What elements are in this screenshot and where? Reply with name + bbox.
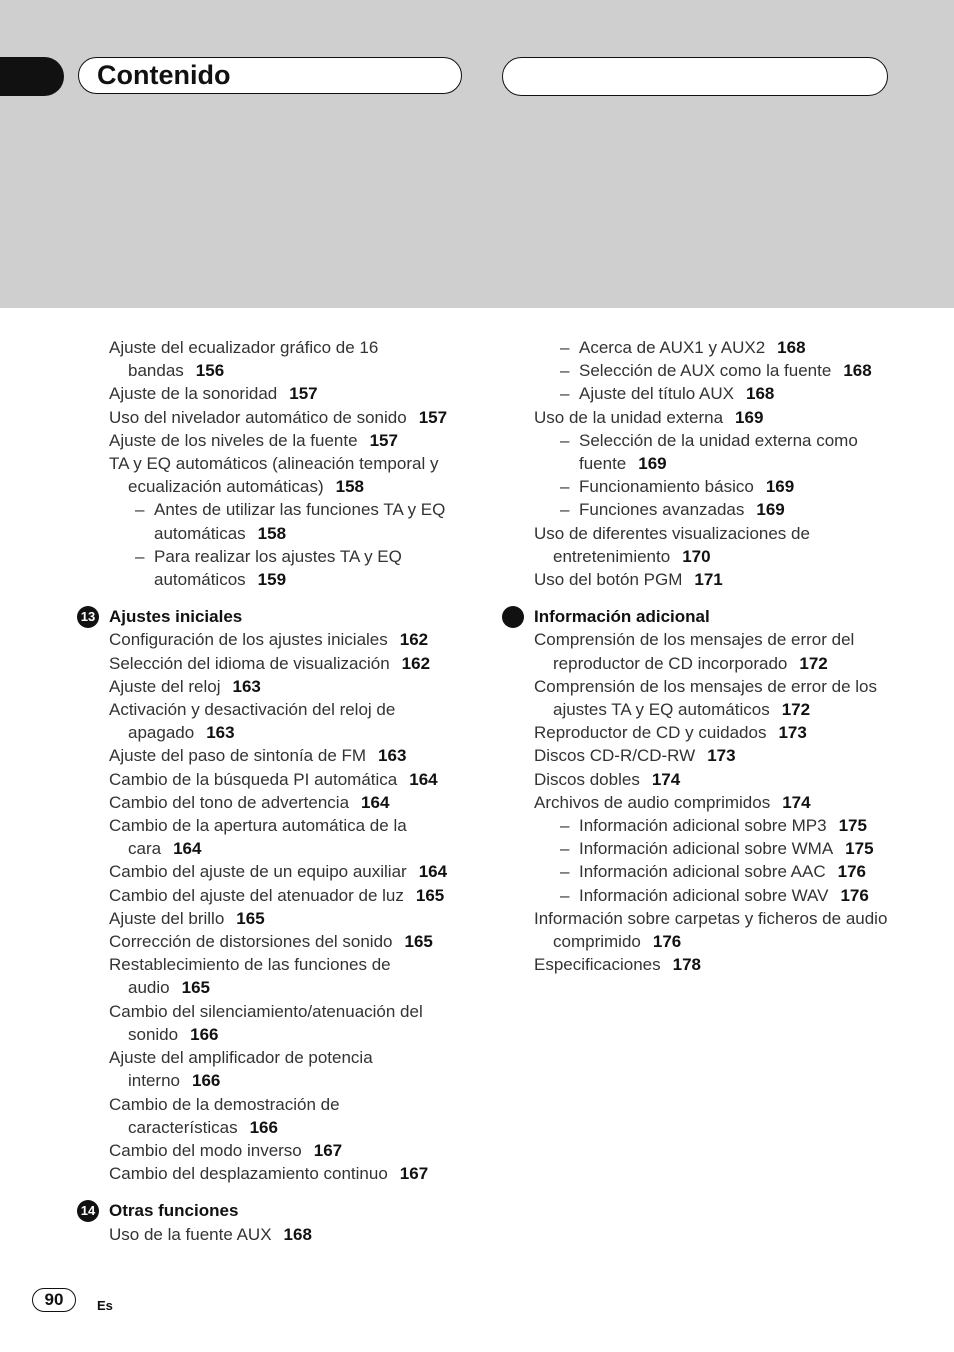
toc-entry[interactable] (534, 382, 904, 405)
toc-entry[interactable] (534, 721, 904, 744)
toc-entry[interactable] (534, 884, 904, 907)
toc-entry-page: 167 (399, 1164, 429, 1184)
section-title: Información adicional (534, 607, 710, 627)
chapter-number-badge: 13 (77, 606, 99, 628)
dash-bullet: – (560, 500, 570, 520)
toc-entry-text: Ajuste del reloj (109, 676, 221, 696)
toc-entry-text: Ajuste del brillo (109, 908, 225, 928)
toc-entry-page: 168 (777, 338, 806, 357)
toc-entry-page: 165 (415, 885, 445, 905)
dash-bullet: – (560, 477, 570, 497)
toc-entry-text: Información adicional sobre AAC (579, 862, 826, 882)
toc-entry[interactable] (109, 336, 469, 382)
toc-entry-page: 158 (257, 523, 287, 543)
dash-bullet: – (135, 546, 145, 566)
toc-entry[interactable] (109, 498, 469, 544)
toc-entry-page: 170 (682, 546, 711, 566)
toc-section-heading (80, 1199, 469, 1222)
toc-entry[interactable] (109, 907, 469, 930)
toc-entry-page: 174 (651, 769, 681, 789)
toc-entry-page: 168 (283, 1224, 312, 1244)
toc-section-heading (80, 605, 469, 628)
toc-entry-page: 165 (236, 908, 265, 928)
toc-entry[interactable] (109, 452, 469, 498)
toc-entry[interactable] (109, 1046, 469, 1092)
toc-entry[interactable] (109, 1000, 469, 1046)
toc-entry-text: Reproductor de CD y cuidados (534, 723, 767, 743)
toc-entry-text: Cambio del ajuste de un equipo auxiliar (109, 862, 407, 882)
toc-entry-page: 166 (249, 1117, 278, 1137)
language-label: Es (97, 1298, 113, 1313)
toc-entry-text: Ajuste del título AUX (579, 384, 734, 404)
toc-entry-page: 165 (181, 978, 210, 998)
toc-entry-text: Uso de diferentes visualizaciones de entretenimiento (534, 523, 810, 566)
toc-entry[interactable] (109, 791, 469, 814)
toc-entry[interactable] (534, 475, 904, 498)
toc-entry[interactable] (534, 406, 904, 429)
toc-entry-page: 175 (838, 816, 867, 836)
section-title: Ajustes iniciales (109, 607, 243, 627)
toc-entry-page: 157 (369, 430, 398, 450)
dash-bullet: – (560, 816, 570, 836)
toc-entry-text: Archivos de audio comprimidos (534, 792, 771, 812)
dash-bullet: – (560, 862, 570, 882)
toc-entry[interactable] (109, 744, 469, 767)
toc-entry[interactable] (109, 698, 469, 744)
toc-entry-text: Acerca de AUX1 y AUX2 (579, 338, 766, 357)
toc-entry[interactable] (109, 930, 469, 953)
toc-entry-page: 163 (378, 746, 407, 766)
toc-entry-text: Restablecimiento de las funciones de audio (109, 955, 391, 998)
toc-entry-page: 173 (778, 723, 807, 743)
header-band (0, 0, 954, 308)
toc-entry-text: Discos CD-R/CD-RW (534, 746, 696, 766)
toc-entry-text: Cambio del ajuste del atenuador de luz (109, 885, 404, 905)
toc-entry-text: Para realizar los ajustes TA y EQ automáticos (154, 546, 402, 590)
toc-entry[interactable] (109, 884, 469, 907)
toc-entry-text: Cambio de la apertura automática de la cara (109, 816, 407, 859)
toc-entry[interactable] (109, 768, 469, 791)
toc-entry-text: Ajuste de los niveles de la fuente (109, 430, 358, 450)
toc-entry-text: Comprensión de los mensajes de error de los ajustes TA y EQ automáticos (534, 676, 878, 720)
toc-entry-text: Información adicional sobre MP3 (579, 816, 827, 836)
toc-entry[interactable] (109, 1093, 469, 1139)
toc-entry-text: Ajuste del ecualizador gráfico de 16 bandas (109, 338, 379, 381)
toc-entry-text: Uso del botón PGM (534, 570, 683, 590)
toc-entry-text: Uso de la fuente AUX (109, 1224, 272, 1244)
toc-entry-page: 174 (782, 792, 811, 812)
toc-entry[interactable] (109, 953, 469, 999)
toc-entry-text: Cambio del tono de advertencia (109, 792, 350, 812)
toc-entry-page: 156 (195, 361, 225, 381)
dash-bullet: – (560, 361, 570, 381)
toc-entry-text: TA y EQ automáticos (alineación temporal y ecualización automáticas) (109, 454, 439, 497)
toc-entry[interactable] (109, 860, 469, 883)
toc-entry-page: 164 (173, 839, 202, 859)
toc-entry-text: Funciones avanzadas (579, 500, 745, 520)
toc-entry-page: 163 (206, 723, 235, 743)
toc-entry[interactable] (534, 814, 904, 837)
toc-entry[interactable] (109, 1162, 469, 1185)
toc-entry[interactable] (534, 628, 904, 674)
toc-entry-page: 157 (289, 384, 318, 404)
toc-entry[interactable] (109, 675, 469, 698)
toc-entry-text: Información sobre carpetas y ficheros de audio comprimido (534, 908, 888, 952)
toc-entry[interactable] (534, 522, 904, 568)
toc-entry-page: 176 (652, 932, 682, 952)
toc-entry[interactable] (534, 429, 904, 475)
chapter-tab (0, 57, 64, 96)
toc-entry[interactable] (109, 628, 469, 651)
toc-entry-text: Cambio del modo inverso (109, 1140, 302, 1160)
toc-entry-text: Funcionamiento básico (579, 477, 754, 497)
toc-entry-page: 172 (799, 653, 828, 673)
toc-entry-text: Activación y desactivación del reloj de apagado (109, 700, 396, 743)
toc-entry[interactable] (109, 545, 469, 591)
toc-entry-text: Ajuste de la sonoridad (109, 384, 278, 404)
toc-entry-page: 169 (756, 500, 785, 520)
toc-entry[interactable] (109, 814, 469, 860)
toc-entry[interactable] (109, 652, 469, 675)
page-number: 90 (32, 1288, 76, 1312)
toc-entry-text: Información adicional sobre WAV (579, 885, 829, 905)
toc-entry-page: 166 (190, 1024, 219, 1044)
toc-entry[interactable] (534, 744, 904, 767)
toc-entry-page: 173 (707, 746, 736, 766)
toc-entry-page: 166 (191, 1071, 221, 1091)
toc-entry-text: Antes de utilizar las funciones TA y EQ automáticas (154, 500, 446, 543)
toc-entry-page: 168 (843, 361, 872, 381)
toc-entry-page: 168 (745, 384, 775, 404)
toc-entry-text: Uso del nivelador automático de sonido (109, 407, 407, 427)
toc-entry[interactable] (534, 837, 904, 860)
toc-entry-page: 172 (781, 700, 811, 720)
toc-entry-page: 167 (313, 1140, 343, 1160)
toc-entry-text: Ajuste del amplificador de potencia interno (109, 1048, 373, 1091)
dash-bullet: – (560, 885, 570, 905)
toc-entry-page: 162 (399, 630, 429, 650)
toc-entry-page: 164 (418, 862, 448, 882)
toc-entry-page: 159 (257, 570, 287, 590)
toc-entry[interactable] (534, 791, 904, 814)
toc-section-heading (534, 605, 904, 628)
toc-entry-text: Uso de la unidad externa (534, 407, 724, 427)
toc-entry[interactable] (534, 359, 904, 382)
toc-entry[interactable] (109, 406, 469, 429)
toc-entry-page: 165 (404, 932, 433, 952)
dash-bullet: – (560, 384, 570, 404)
toc-entry-text: Selección del idioma de visualización (109, 653, 390, 673)
toc-entry[interactable] (534, 860, 904, 883)
toc-entry-page: 164 (409, 769, 438, 789)
toc-entry[interactable] (534, 953, 904, 976)
section-title: Otras funciones (109, 1201, 239, 1221)
toc-entry-page: 169 (735, 407, 764, 427)
toc-entry-text: Selección de la unidad externa como fuente (579, 430, 858, 474)
toc-entry-page: 171 (694, 570, 723, 590)
toc-left-column (80, 336, 469, 1246)
toc-entry-text: Información adicional sobre WMA (579, 839, 834, 859)
toc-entry[interactable] (109, 429, 469, 452)
toc-entry[interactable] (534, 907, 904, 953)
toc-entry-page: 169 (638, 454, 667, 474)
chapter-number-badge: 14 (77, 1200, 99, 1222)
toc-entry-text: Selección de AUX como la fuente (579, 361, 832, 381)
toc-entry-text: Cambio de la búsqueda PI automática (109, 769, 398, 789)
toc-entry-page: 162 (401, 653, 431, 673)
page-title: Contenido (97, 60, 231, 90)
chapter-number-badge (502, 606, 524, 628)
toc-entry-page: 157 (418, 407, 448, 427)
toc-entry-text: Corrección de distorsiones del sonido (109, 932, 393, 952)
toc-entry[interactable] (534, 498, 904, 521)
toc-entry-text: Configuración de los ajustes iniciales (109, 630, 388, 650)
toc-entry[interactable] (534, 568, 904, 591)
toc-entry-text: Discos dobles (534, 769, 640, 789)
toc-entry[interactable] (109, 382, 469, 405)
dash-bullet: – (560, 430, 570, 450)
toc-entry-text: Especificaciones (534, 955, 661, 975)
toc-entry-page: 169 (765, 477, 795, 497)
toc-entry-page: 178 (672, 955, 701, 975)
toc-right-column (534, 336, 904, 976)
toc-entry-page: 158 (335, 477, 364, 497)
toc-entry-text: Cambio de la demostración de características (109, 1094, 340, 1137)
dash-bullet: – (560, 839, 570, 859)
title-box (78, 57, 462, 94)
dash-bullet: – (560, 338, 570, 357)
toc-entry-text: Ajuste del paso de sintonía de FM (109, 746, 367, 766)
toc-entry-page: 163 (232, 676, 261, 696)
empty-title-box (502, 57, 888, 96)
toc-entry-page: 176 (840, 885, 869, 905)
toc-entry-page: 176 (837, 862, 867, 882)
toc-entry[interactable] (534, 336, 904, 359)
toc-entry-page: 175 (845, 839, 874, 859)
toc-entry-text: Cambio del silenciamiento/atenuación del sonido (109, 1001, 423, 1044)
toc-entry[interactable] (534, 675, 904, 721)
toc-entry-page: 164 (361, 792, 390, 812)
toc-entry[interactable] (109, 1223, 469, 1246)
toc-entry-text: Cambio del desplazamiento continuo (109, 1164, 388, 1184)
toc-entry-text: Comprensión de los mensajes de error del reproductor de CD incorporado (534, 630, 855, 673)
toc-entry[interactable] (534, 768, 904, 791)
dash-bullet: – (135, 500, 145, 520)
toc-entry[interactable] (109, 1139, 469, 1162)
